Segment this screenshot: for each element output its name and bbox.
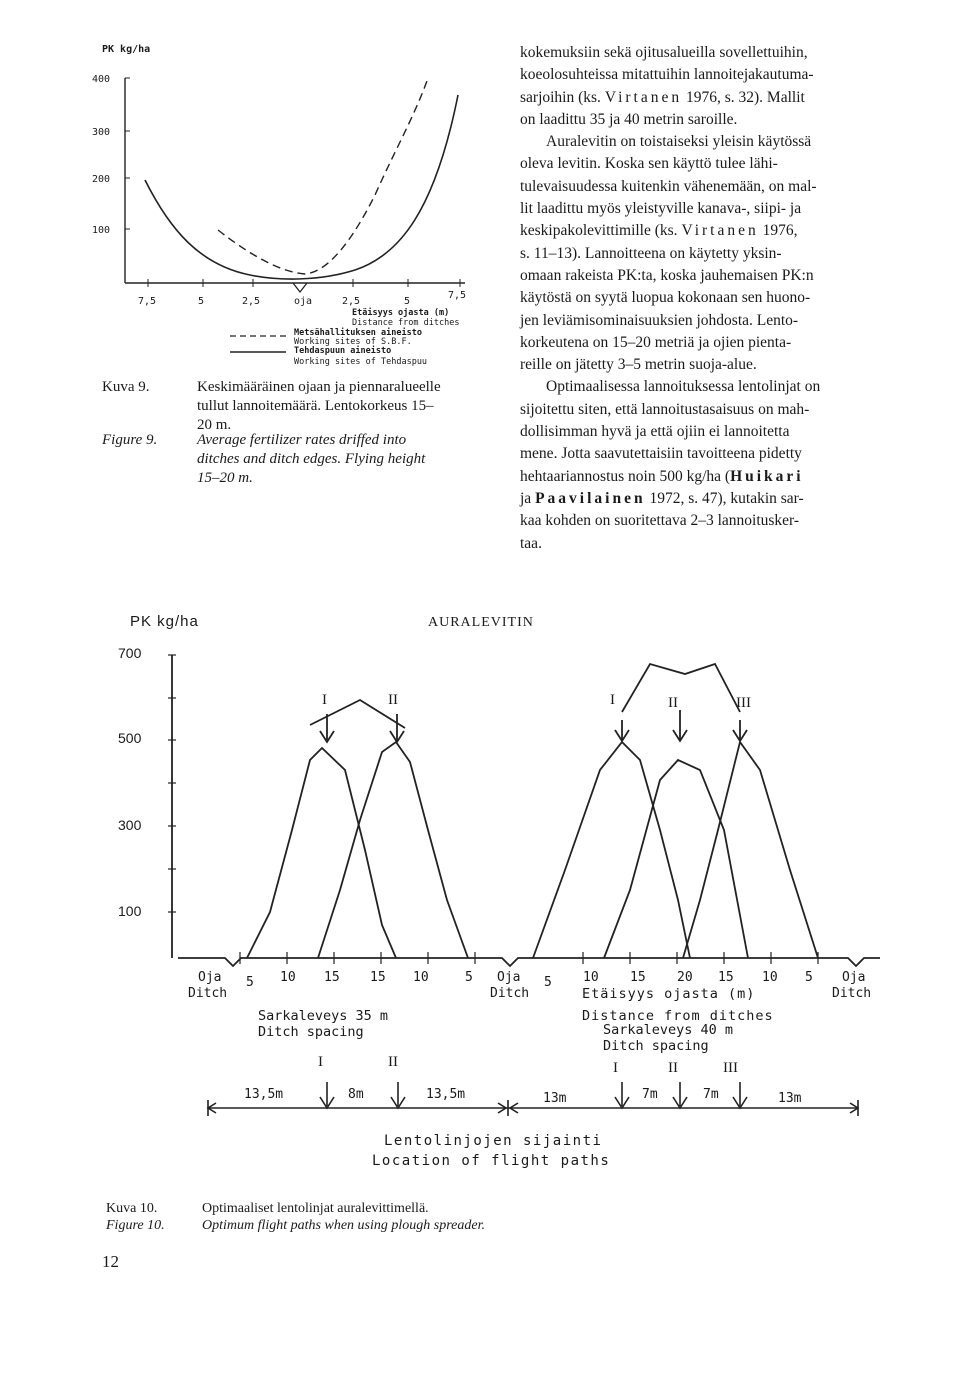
fig9-xtick: oja [294, 296, 313, 307]
fig10-right-spacing-en: Ditch spacing [603, 1038, 709, 1054]
fig10-dim-label: 13m [778, 1091, 802, 1106]
fig10-flight-fi: Lentolinjojen sijainti [384, 1133, 603, 1149]
paragraph-3: Optimaalisessa lannoituksessa lentolinjat on sijoitettu siten, että lannoitustasaisuus on mah- dollisimman hyvä ja että ojiin ei lannoitetta mene. Jotta saavutettaisiin tavoitteena pidetty hehtaariannostus noin 500 kg/ha (Huikari ja Paavilainen 1972, s. 47), kutakin sar- kaa kohden on suoritettava 2–3 lannoitusker- taa. [520, 378, 821, 552]
fig10-left-curve-II [318, 742, 468, 958]
fig10-right-curve-II [604, 760, 748, 958]
fig9-xtick: 2,5 [242, 296, 261, 307]
caption-line: Average fertilizer rates driffed into [197, 432, 407, 448]
fig10-ditch: Ditch [832, 986, 872, 1001]
fig9-legend-tehdaspuu-fi: Tehdaspuun aineisto [294, 346, 392, 356]
fig10-xtick: 5 [544, 975, 552, 990]
fig10-xtick: 10 [762, 970, 778, 985]
fig10-xtick: 20 [677, 970, 693, 985]
fig9-ytick: 100 [92, 225, 111, 236]
fig10-left-peak-label: II [388, 692, 398, 708]
caption-line: 20 m. [197, 417, 232, 433]
fig10-left-spacing-fi: Sarkaleveys 35 m [258, 1008, 389, 1024]
fig9-caption-en [197, 431, 497, 488]
fig9-y-unit: PK kg/ha [102, 44, 151, 55]
fig9-legend-tehdaspuu-en: Working sites of Tehdaspuu [294, 357, 428, 367]
fig10-dim-label: 7m [642, 1087, 658, 1102]
fig10-right-curve-III [683, 742, 818, 958]
fig10-left-path-label: I [318, 1054, 323, 1070]
fig10-right-spacing-fi: Sarkaleveys 40 m [603, 1022, 734, 1038]
fig10-caption-en-label: Figure 10. [106, 1218, 165, 1233]
figure-10-chart [0, 600, 960, 1180]
fig10-xtick: 5 [805, 970, 813, 985]
fig10-right-peak-label: II [668, 695, 678, 711]
fig10-dim-label: 8m [348, 1087, 364, 1102]
fig10-oja: Oja [198, 970, 222, 985]
fig9-ytick: 400 [92, 74, 111, 85]
fig10-xtick: 10 [583, 970, 599, 985]
fig10-dim-label: 7m [703, 1087, 719, 1102]
page-number: 12 [102, 1252, 119, 1271]
fig10-dim-label: 13,5m [426, 1087, 466, 1102]
fig10-x-axis [178, 958, 880, 966]
body-text-column [520, 42, 915, 555]
fig10-ytick: 500 [118, 730, 142, 746]
fig9-legend-sbf-fi: Metsähallituksen aineisto [294, 328, 422, 338]
fig10-caption-en: Optimum flight paths when using plough spreader. [202, 1218, 485, 1233]
caption-line: ditches and ditch edges. Flying height [197, 451, 426, 467]
fig10-ditch: Ditch [188, 986, 228, 1001]
fig9-xtick: 7,5 [448, 290, 467, 301]
fig9-xlabel-en: Distance from ditches [352, 318, 460, 328]
fig10-left-peak-label: I [322, 692, 327, 708]
fig10-left-spacing-en: Ditch spacing [258, 1024, 364, 1040]
fig10-xtick: 15 [718, 970, 734, 985]
fig9-xtick: 7,5 [138, 296, 157, 307]
fig10-xtick: 10 [413, 970, 429, 985]
fig10-right-peak-label: III [736, 695, 751, 711]
fig9-ytick: 200 [92, 174, 111, 185]
fig10-xtick: 5 [465, 970, 473, 985]
caption-line: 15–20 m. [197, 470, 253, 486]
fig9-caption-en-label: Figure 9. [102, 432, 158, 448]
fig10-right-peak-label: I [610, 692, 615, 708]
fig10-oja: Oja [842, 970, 866, 985]
fig9-xlabel-fi: Etäisyys ojasta (m) [352, 308, 450, 318]
fig10-right-curve-I [533, 742, 690, 958]
fig10-xtick: 10 [280, 970, 296, 985]
fig10-xtick: 15 [324, 970, 340, 985]
fig9-caption-fi [197, 378, 497, 435]
fig10-right-total [622, 664, 740, 712]
fig10-ditch: Ditch [490, 986, 530, 1001]
fig9-solid-curve-tehdaspuu [145, 95, 458, 279]
author-name: Huikari [730, 467, 804, 485]
fig10-right-path-label: I [613, 1060, 618, 1076]
fig10-oja: Oja [497, 970, 521, 985]
figure-9-chart [90, 40, 510, 380]
fig9-xtick: 5 [198, 296, 205, 307]
fig10-xtick: 5 [246, 975, 254, 990]
fig10-xtick: 15 [370, 970, 386, 985]
fig9-legend-sbf-en: Working sites of S.B.F. [294, 337, 412, 347]
paragraph-2: Auralevitin on toistaiseksi yleisin käytössä oleva levitin. Koska sen käyttö tulee lähi- tulevaisuudessa kuitenkin vähenemään, on mal- lit laadittu myös yleistyville kanava-, siipi- ja keskipakolevittimille (ks. Virtanen 1976, s. 11–13). Lannoitteena on käytetty yksin- omaan rakeista PK:ta, koska jauhemaisen PK:n käytöstä on syytä luopua kokonaan sen huono- jen leviämisominaisuuksien johdosta. Lento- korkeutena on 15–20 metriä ja ojien pienta- reille on jätetty 3–5 metrin suoja-alue. [520, 133, 817, 374]
fig10-y-unit: PK kg/ha [130, 613, 199, 630]
author-name: Virtanen [604, 88, 683, 106]
fig9-ditch-notch [293, 283, 307, 292]
author-name: Paavilainen [535, 489, 646, 507]
fig10-flight-en: Location of flight paths [372, 1153, 611, 1169]
fig10-right-path-label: III [723, 1060, 738, 1076]
fig9-xtick: 5 [404, 296, 411, 307]
fig10-right-path-label: II [668, 1060, 678, 1076]
fig10-caption-fi-label: Kuva 10. [106, 1201, 158, 1216]
fig9-xtick: 2,5 [342, 296, 361, 307]
fig10-ytick: 100 [118, 903, 142, 919]
fig10-caption-fi: Optimaaliset lentolinjat auralevittimellä. [202, 1201, 429, 1216]
fig10-xlabel-fi: Etäisyys ojasta (m) [582, 986, 756, 1002]
fig10-dim-label: 13,5m [244, 1087, 284, 1102]
paragraph-1: kokemuksiin sekä ojitusalueilla sovellettuihin, koeolosuhteissa mitattuihin lannoitejakautuma- sarjoihin (ks. Virtanen 1976, s. 32). Mallit on laadittu 35 ja 40 metrin saroille. [520, 44, 814, 128]
fig10-dim-label: 13m [543, 1091, 567, 1106]
fig10-left-path-label: II [388, 1054, 398, 1070]
fig9-caption-fi-label: Kuva 9. [102, 379, 150, 395]
fig10-ytick: 300 [118, 817, 142, 833]
fig10-ytick: 700 [118, 645, 142, 661]
fig10-xtick: 15 [630, 970, 646, 985]
caption-line: Keskimääräinen ojaan ja piennaralueelle [197, 379, 441, 395]
fig10-xlabel-en: Distance from ditches [582, 1008, 774, 1024]
author-name: Virtanen [681, 222, 759, 240]
fig10-title: AURALEVITIN [428, 615, 534, 630]
caption-line: tullut lannoitemäärä. Lentokorkeus 15– [197, 398, 434, 414]
fig9-ytick: 300 [92, 127, 111, 138]
